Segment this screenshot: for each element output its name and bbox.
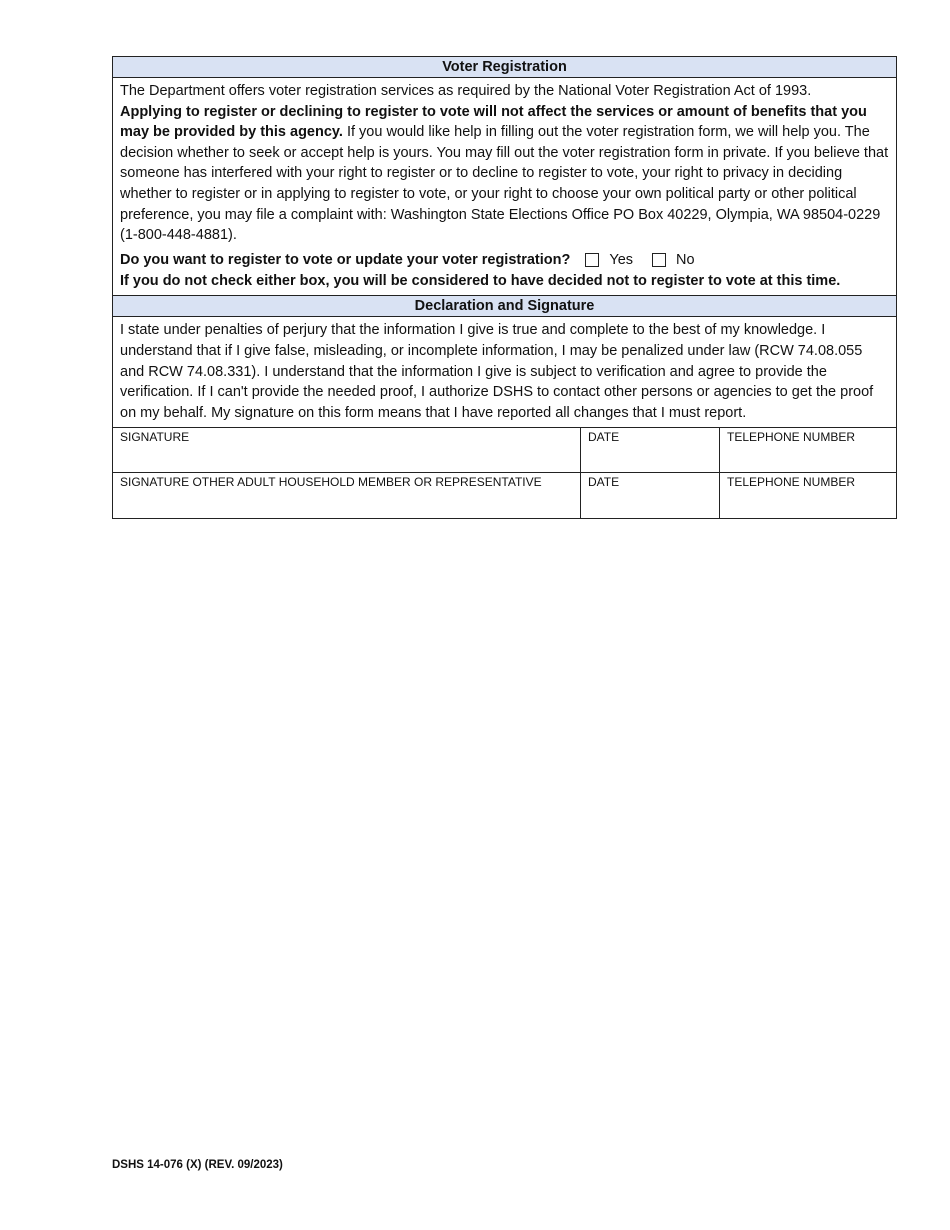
voter-registration-form xyxy=(112,56,897,519)
representative-date-label: DATE xyxy=(588,475,620,490)
nvra-statement: The Department offers voter registration services as required by the National Voter Registration Act of 1993. xyxy=(120,83,812,99)
no-label: No xyxy=(676,251,695,268)
yes-option[interactable] xyxy=(570,250,633,271)
no-checkbox[interactable] xyxy=(652,253,666,267)
date-field[interactable] xyxy=(581,428,720,473)
telephone-label: TELEPHONE NUMBER xyxy=(727,430,856,445)
signature-label: SIGNATURE xyxy=(120,430,190,445)
benefits-statement: Applying to register or declining to register to vote will not affect the services or amount of benefits that you may be provided by this agency. xyxy=(120,103,867,141)
voter-registration-body xyxy=(113,78,896,295)
representative-telephone-label: TELEPHONE NUMBER xyxy=(727,475,856,490)
voter-registration-header: Voter Registration xyxy=(113,57,896,78)
yes-label: Yes xyxy=(609,251,634,268)
yes-checkbox[interactable] xyxy=(585,253,599,267)
telephone-field[interactable] xyxy=(720,428,896,473)
register-question-row xyxy=(120,250,889,271)
representative-signature-field[interactable] xyxy=(113,473,581,518)
voter-registration-text xyxy=(120,81,889,246)
declaration-body xyxy=(113,317,896,427)
declaration-text: I state under penalties of perjury that the information I give is true and complete to the best of my knowledge. I understand that if I give false, misleading, or incomplete information, I may be penalized under law (RCW 74.08.055 and RCW 74.08.331). I understand that the information I give is subject to verification and agree to provide the verification. If I can't provide the needed proof, I authorize DSHS to contact other persons or agencies to get the proof on my behalf. My signature on this form means that I have reported all changes that I must report. xyxy=(120,322,874,421)
form-id: DSHS 14-076 (X) (REV. 09/2023) xyxy=(112,1159,283,1171)
no-check-note: If you do not check either box, you will be considered to have decided not to register to vote at this time. xyxy=(120,272,841,289)
complaint-info: If you would like help in filling out the voter registration form, we will help you. The decision whether to seek or accept help is yours. You may fill out the voter registration form in private. If you believe that someone has interfered with your right to register or to decline to register to vote, your right to privacy in deciding whether to register or in applying to register to vote, or your right to choose your own political party or other political preference, you may file a complaint with: Washington State Elections Office PO Box 40229, Olympia, WA 98504-0229 (1-800-448-4881). xyxy=(120,124,889,244)
signature-table xyxy=(113,427,896,518)
no-option[interactable] xyxy=(633,250,695,271)
date-label: DATE xyxy=(588,430,620,445)
representative-signature-label: SIGNATURE OTHER ADULT HOUSEHOLD MEMBER OR REPRESENTATIVE xyxy=(120,475,542,490)
signature-field[interactable] xyxy=(113,428,581,473)
declaration-header: Declaration and Signature xyxy=(113,295,896,317)
representative-date-field[interactable] xyxy=(581,473,720,518)
register-question: Do you want to register to vote or update your voter registration? xyxy=(120,251,571,268)
representative-telephone-field[interactable] xyxy=(720,473,896,518)
